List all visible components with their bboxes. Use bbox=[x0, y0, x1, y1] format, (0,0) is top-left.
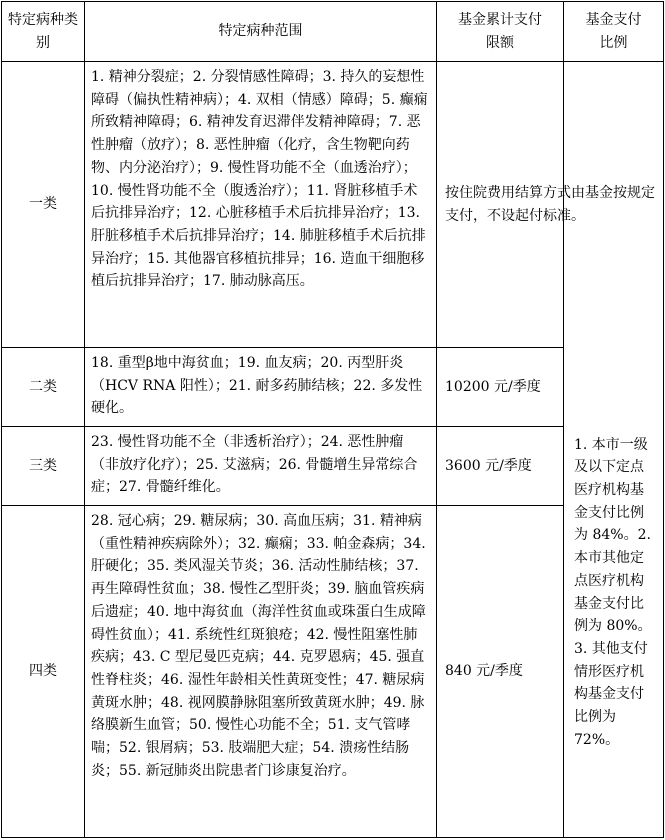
row-limit-1: 按住院费用结算方式由基金按规定支付，不设起付标准。 bbox=[445, 184, 655, 224]
header-category: 特定病种类别 bbox=[8, 11, 78, 51]
row-limit-3: 3600 元/季度 bbox=[445, 457, 532, 474]
row-scope-4: 28. 冠心病；29. 糖尿病；30. 高血压病；31. 精神病（重性精神疾病除外）；32. 癫痫；33. 帕金森病；34. 肝硬化；35. 类风湿关节炎；36. 活动性肺结核；37. 再生障碍性贫血；38. 慢性乙型肝炎；39. 脑血管疾病后遗症；40. 地中海贫血（海洋性贫血或珠蛋白生成障碍性贫血）；41. 系统性红斑狼疮；42. 慢性阻塞性肺疾病；43. C 型尼曼匹克病；44. 克罗恩病；45. 强直性脊柱炎；46. 湿性年龄相关性黄斑变性；47. 糖尿病黄斑水肿；48. 视网膜静脉阻塞所致黄斑水肿；49. 脉络膜新生血管；50. 慢性心功能不全；51. 支气管哮喘；52. 银屑病；53. 肢端肥大症；54. 溃疡性结肠炎；55. 新冠肺炎出院患者门诊康复治疗。 bbox=[91, 513, 426, 779]
row-category-4: 四类 bbox=[29, 663, 57, 680]
row-limit-4: 840 元/季度 bbox=[445, 663, 523, 680]
row-category-2: 二类 bbox=[29, 378, 57, 395]
row-scope-3: 23. 慢性肾功能不全（非透析治疗）；24. 恶性肿瘤（非放疗化疗）；25. 艾滋病；26. 骨髓增生异常综合症；27. 骨髓纤维化。 bbox=[91, 434, 418, 496]
row-scope-1: 1. 精神分裂症；2. 分裂情感性障碍；3. 持久的妄想性障碍（偏执性精神病）；4. 双相（情感）障碍；5. 癫痫所致精神障碍；6. 精神发育迟滞伴发精神障碍；7. 恶性肿瘤（放疗）；8. 恶性肿瘤（化疗，含生物靶向药物、内分泌治疗）；9. 慢性肾功能不全（血透治疗）；10. 慢性肾功能不全（腹透治疗）；11. 肾脏移植手术后抗排异治疗；12. 心脏移植手术后抗排异治疗；13. 肝脏移植手术后抗排异治疗；14. 肺脏移植手术后抗排异治疗；15. 其他器官移植抗排异；16. 造血干细胞移植后抗排异治疗；17. 肺动脉高压。 bbox=[91, 69, 428, 290]
shared-ratio: 1. 本市一级及以下定点医疗机构基金支付比例为 84%。2. 本市其他定点医疗机构基金支付比例为 80%。3. 其他支付情形医疗机构基金支付比例为 72%。 bbox=[574, 436, 652, 748]
row-category-1: 一类 bbox=[29, 196, 57, 213]
header-ratio: 基金支付比例 bbox=[585, 11, 642, 51]
row-category-3: 三类 bbox=[29, 457, 57, 474]
header-scope: 特定病种范围 bbox=[218, 23, 303, 40]
header-limit: 基金累计支付限额 bbox=[458, 11, 542, 51]
row-limit-2: 10200 元/季度 bbox=[445, 378, 541, 395]
row-scope-2: 18. 重型β地中海贫血；19. 血友病；20. 丙型肝炎（HCV RNA 阳性）；21. 耐多药肺结核；22. 多发性硬化。 bbox=[91, 355, 423, 417]
